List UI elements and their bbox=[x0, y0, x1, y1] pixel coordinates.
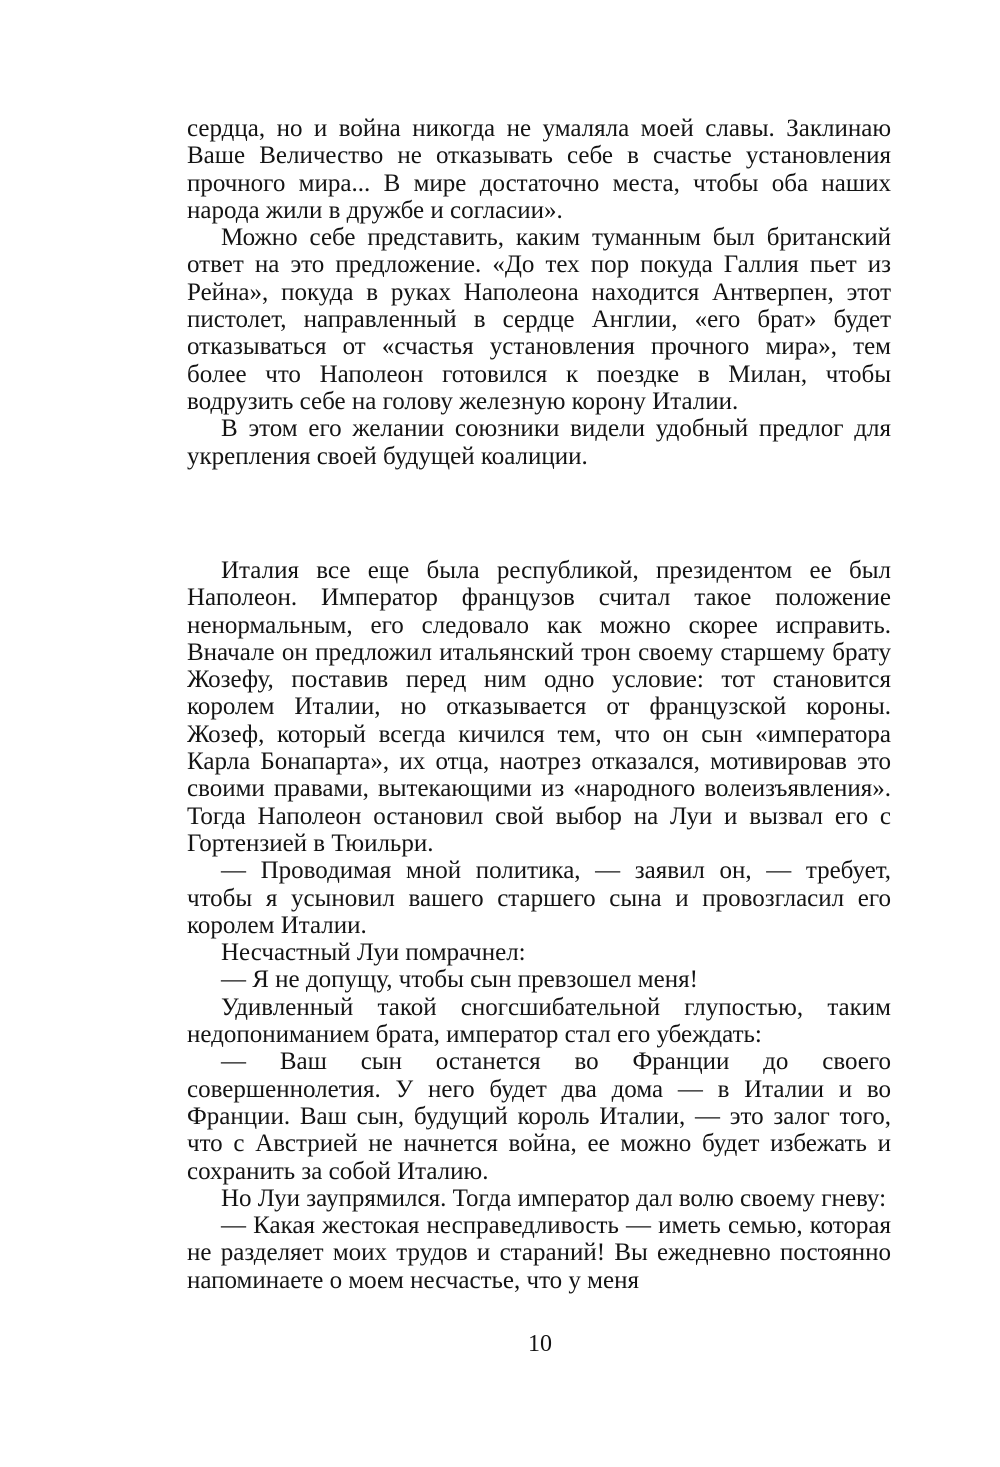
text-section-main bbox=[187, 557, 891, 1294]
paragraph: сердца, но и война никогда не умаляла моей славы. Заклинаю Ваше Величество не отказывать себе в счастье установления прочного мира... В мире достаточно места, чтобы оба наших народа жили в дружбе и согласии». bbox=[187, 115, 891, 224]
paragraph: — Какая жестокая несправедливость — иметь семью, которая не разделяет моих трудов и стараний! Вы ежедневно постоянно напоминаете о моем несчастье, что у меня bbox=[187, 1212, 891, 1294]
paragraph: Но Луи заупрямился. Тогда император дал волю своему гневу: bbox=[221, 1184, 887, 1212]
paragraph: В этом его желании союзники видели удобный предлог для укрепления своей будущей коалиции. bbox=[187, 415, 891, 470]
paragraph: — Я не допущу, чтобы сын превзошел меня! bbox=[221, 966, 698, 994]
paragraph: Удивленный такой сногсшибательной глупостью, таким недопониманием брата, император стал его убеждать: bbox=[187, 993, 891, 1049]
text-section-top bbox=[187, 115, 891, 470]
paragraph: Можно себе представить, каким туманным был британский ответ на это предложение. «До тех пор покуда Галлия пьет из Рейна», покуда в руках Наполеона находится Антверпен, этот пистолет, направленный в сердце Англии, «его брат» будет отказываться от «счастья установления прочного мира», тем более что Наполеон готовился к поездке в Милан, чтобы водрузить себе на голову железную корону Италии. bbox=[187, 224, 891, 415]
paragraph: Италия все еще была республикой, президентом ее был Наполеон. Император французов считал такое положение ненормальным, его следовало как можно скорее исправить. Вначале он предложил итальянский трон своему старшему брату Жозефу, поставив перед ним одно условие: тот становится королем Италии, но отказывается от французской короны. Жозеф, который всегда кичился тем, что он сын «императора Карла Бонапарта», их отца, наотрез отказался, мотивировав это своими правами, вытекающими из «народного волеизъявления». Тогда Наполеон остановил свой выбор на Луи и вызвал его с Гортензией в Тюильри. bbox=[187, 557, 891, 857]
page-number: 10 bbox=[528, 1331, 552, 1357]
paragraph: — Ваш сын останется во Франции до своего совершеннолетия. У него будет два дома — в Италии и во Франции. Ваш сын, будущий король Италии, — это залог того, что с Австрией не начнется война, ее можно будет избежать и сохранить за собой Италию. bbox=[187, 1048, 891, 1185]
paragraph: Несчастный Луи помрачнел: bbox=[221, 939, 526, 967]
paragraph: — Проводимая мной политика, — заявил он, — требует, чтобы я усыновил вашего старшего сына и провозгласил его королем Италии. bbox=[187, 857, 891, 939]
